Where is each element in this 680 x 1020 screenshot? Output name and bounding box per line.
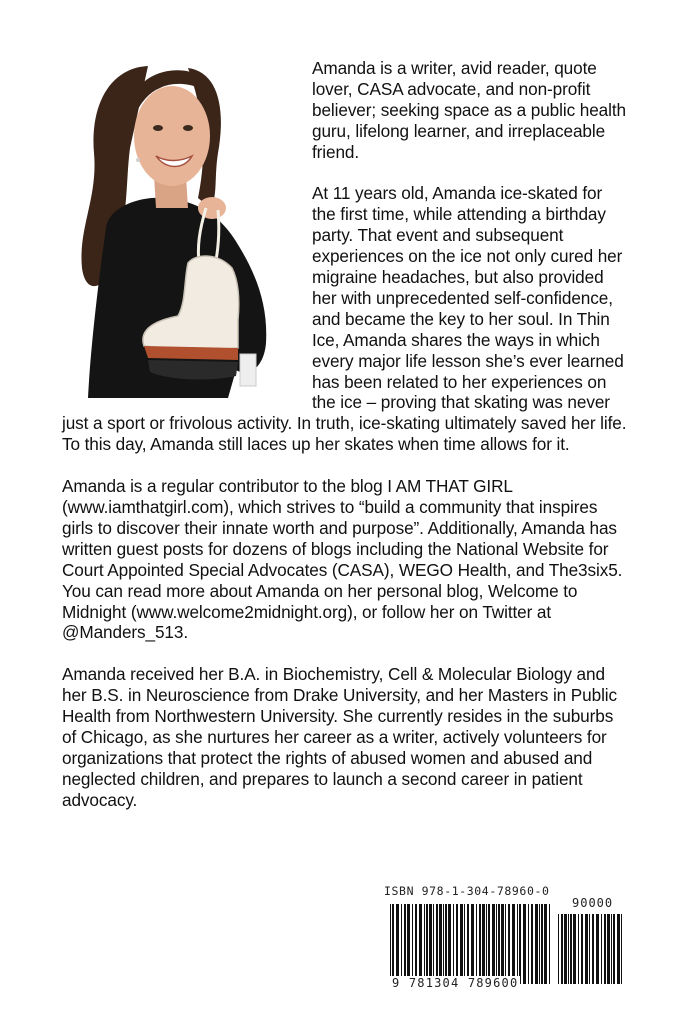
barcode-bar: [578, 914, 579, 984]
ean-barcode-bars: [390, 904, 552, 984]
barcode-bar: [498, 904, 500, 984]
barcode-bar: [528, 904, 529, 984]
barcode-bar: [392, 904, 394, 984]
barcode-bar: [581, 914, 583, 984]
author-bio: [62, 58, 628, 831]
barcode-bar: [589, 914, 590, 984]
barcode-bar: [479, 904, 481, 984]
barcode-bar: [488, 904, 490, 984]
barcode-bar: [443, 904, 444, 984]
bio-paragraph: Amanda is a regular contributor to the blog I AM THAT GIRL (www.iamthatgirl.com), which strives to “build a community that inspires girls to discover their innate worth and purpose”. Additionally, Amanda has written guest posts for dozens of blogs including the National Website for Court Appointed Special Advocates (CASA), WEGO Health, and The3six5. You can read more about Amanda on her personal blog, Welcome to Midnight (www.welcome2midnight.org), or follow her on Twitter at @Manders_513.: [62, 476, 623, 643]
isbn-label: ISBN 978-1-304-78960-0: [384, 884, 550, 898]
bio-paragraph-1-text: Amanda is a writer, avid reader, quote lover, CASA advocate, and non-profit believer; seeking space as a public health guru, lifelong learner, and irreplaceable friend.: [312, 58, 626, 162]
barcode-bar: [456, 904, 458, 984]
barcode-bar: [523, 904, 526, 984]
barcode-bar: [426, 904, 428, 984]
bio-paragraph: [62, 58, 628, 163]
barcode-digits: 9 781304 789600: [392, 976, 519, 990]
barcode-bar: [396, 904, 399, 984]
barcode-bar: [445, 904, 447, 984]
barcode-bar: [467, 904, 469, 984]
barcode-bar: [568, 914, 569, 984]
barcode-bar: [453, 904, 454, 984]
barcode-bar: [464, 904, 465, 984]
barcode-bar: [585, 914, 588, 984]
barcode-bar: [604, 914, 606, 984]
barcode-bar: [539, 904, 540, 984]
barcode-bar: [424, 904, 425, 984]
barcode-bar: [486, 904, 487, 984]
bio-paragraph: Amanda received her B.A. in Biochemistry, Cell & Molecular Biology and her B.S. in Neuroscience from Drake University, and her Masters in Public Health from Northwestern University. She currently resides in the suburbs of Chicago, as she nurtures her career as a writer, actively volunteers for organizations that protect the rights of abused women and abused and neglected children, and prepares to launch a second career in patient advocacy.: [62, 664, 618, 810]
barcode-bar: [390, 904, 391, 984]
barcode-bar: [471, 904, 474, 984]
barcode-bar: [573, 914, 576, 984]
barcode-bar: [512, 904, 515, 984]
barcode-bar: [531, 904, 533, 984]
barcode-bar: [617, 914, 620, 984]
barcode-bar: [460, 904, 463, 984]
addon-barcode-bars: [558, 914, 624, 984]
barcode-bar: [592, 914, 594, 984]
barcode-bar: [415, 904, 417, 984]
barcode-bar: [549, 904, 550, 984]
barcode-bar: [404, 904, 406, 984]
barcode-bar: [429, 904, 432, 984]
barcode-bar: [535, 904, 538, 984]
barcode-bar: [433, 904, 434, 984]
barcode-bar: [412, 904, 413, 984]
photo-wrap-spacer: [62, 58, 312, 406]
barcode-bar: [596, 914, 599, 984]
barcode-bar: [482, 904, 485, 984]
price-code: 90000: [572, 896, 614, 910]
barcode-bar: [492, 904, 495, 984]
barcode-bar: [517, 904, 518, 984]
barcode-bar: [613, 914, 615, 984]
barcode-bar: [501, 904, 504, 984]
barcode-bar: [508, 904, 510, 984]
barcode-bar: [541, 904, 543, 984]
bio-paragraph: At 11 years old, Amanda ice-skated for the first time, while attending a birthday party. That event and subsequent experiences on the ice not only cured her migraine headaches, but also provided her with unprecedented self-confidence, and became the key to her soul. In Thin Ice, Amanda shares the ways in which every major life lesson she’s ever learned has been related to her experiences on the ice – proving that skating was never just a sport or frivolous activity. In truth, ice-skating ultimately saved her life. To this day, Amanda still laces up her skates when time allows for it.: [62, 183, 627, 455]
barcode-bar: [401, 904, 402, 984]
barcode-bar: [419, 904, 422, 984]
barcode-bar: [436, 904, 438, 984]
barcode-bar: [476, 904, 477, 984]
barcode-bar: [448, 904, 451, 984]
barcode-bar: [607, 914, 610, 984]
barcode-bar: [519, 904, 521, 984]
barcode-bar: [407, 904, 410, 984]
barcode-bar: [439, 904, 442, 984]
barcode-bar: [544, 904, 547, 984]
barcode-bar: [505, 904, 506, 984]
barcode-bar: [496, 904, 497, 984]
barcode-bar: [561, 914, 563, 984]
barcode-bar: [570, 914, 572, 984]
barcode-bar: [564, 914, 567, 984]
barcode-bar: [601, 914, 602, 984]
isbn-barcode: [382, 884, 632, 994]
barcode-bar: [558, 914, 559, 984]
barcode-bar: [611, 914, 612, 984]
barcode-bar: [621, 914, 622, 984]
